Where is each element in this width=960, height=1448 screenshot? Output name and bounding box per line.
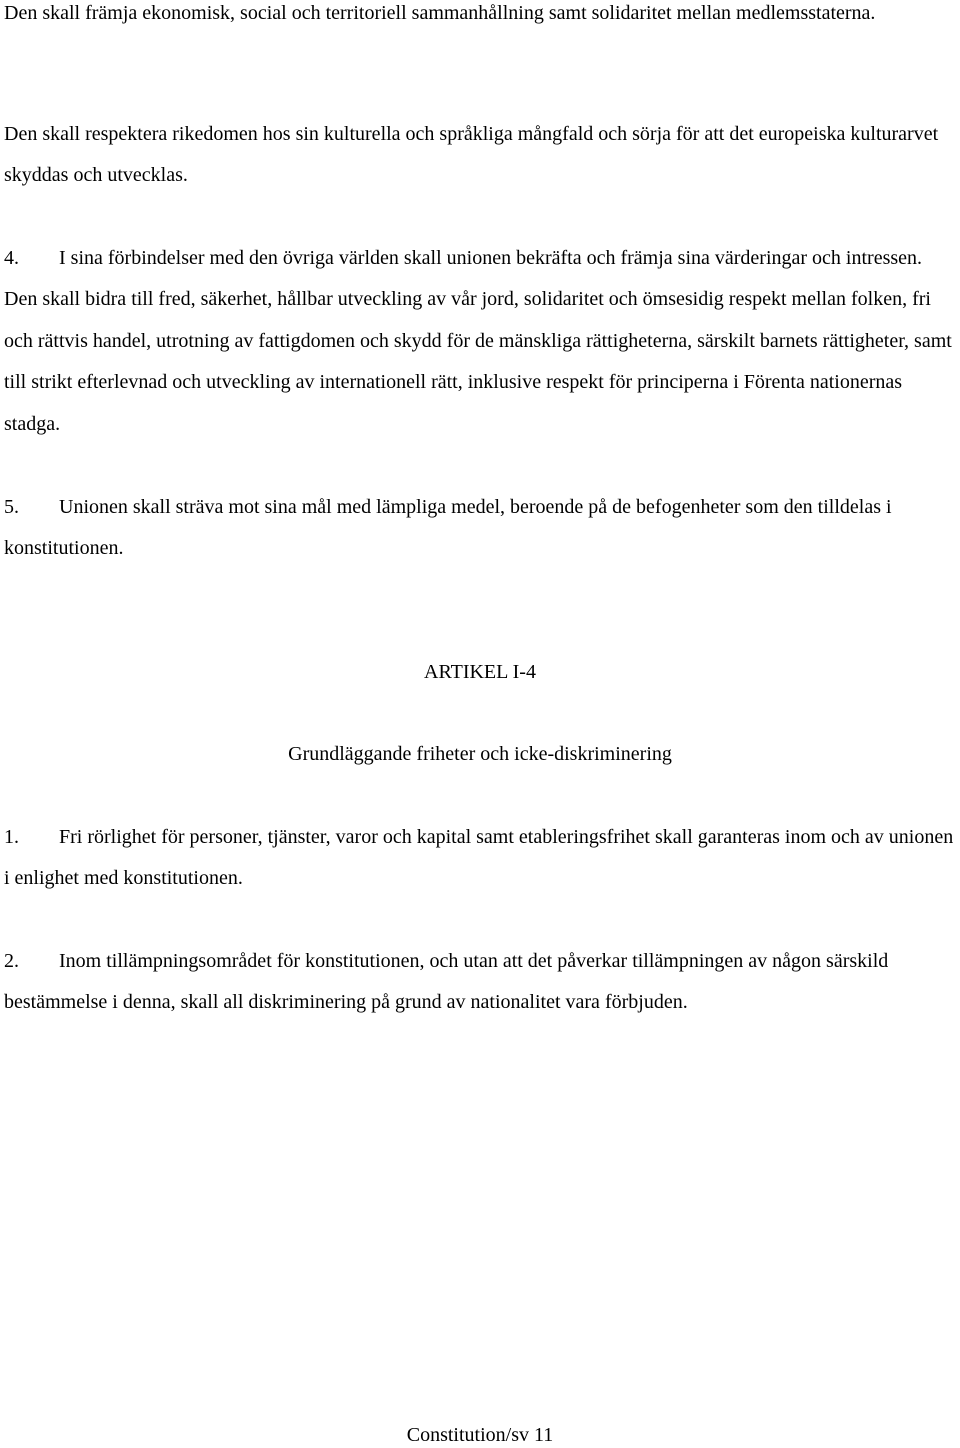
paragraph-text: Unionen skall sträva mot sina mål med lämpliga medel, beroende på de befogenheter som den tilldelas i konstitutionen. <box>4 496 892 560</box>
paragraph-text: Den skall respektera rikedomen hos sin kulturella och språkliga mångfald och sörja för att det europeiska kulturarvet skyddas och utvecklas. <box>4 123 939 187</box>
numbered-paragraph-4 <box>4 238 959 445</box>
paragraph-number: 1. <box>4 826 19 848</box>
paragraph-text: Fri rörlighet för personer, tjänster, varor och kapital samt etableringsfrihet skall garanteras inom och av unionen i enlighet med konstitutionen. <box>4 826 954 890</box>
paragraph-text: Inom tillämpningsområdet för konstitutionen, och utan att det påverkar tillämpningen av någon särskild bestämmelse i denna, skall all diskriminering på grund av nationalitet vara förbjuden. <box>4 950 889 1014</box>
paragraph-cohesion <box>4 0 959 34</box>
paragraph-number: 5. <box>4 496 19 518</box>
paragraph-number: 2. <box>4 950 19 972</box>
article-paragraph-2 <box>4 941 959 1024</box>
page-footer: Constitution/sv 11 <box>406 1424 554 1446</box>
article-heading: ARTIKEL I-4 <box>424 661 536 683</box>
paragraph-text: Den skall främja ekonomisk, social och territoriell sammanhållning samt solidaritet mellan medlemsstaterna. <box>4 2 876 24</box>
paragraph-number: 4. <box>4 247 19 269</box>
article-paragraph-1 <box>4 817 959 900</box>
paragraph-text: I sina förbindelser med den övriga världen skall unionen bekräfta och främja sina värderingar och intressen. Den skall bidra till fred, säkerhet, hållbar utveckling av vår jord, solidaritet och ömsesidig respekt mellan folken, fri och rättvis handel, utrotning av fattigdomen och skydd för de mänskliga rättigheterna, särskilt barnets rättigheter, samt till strikt efterlevnad och utveckling av internationell rätt, inklusive respekt för principerna i Förenta nationernas stadga. <box>4 247 952 435</box>
numbered-paragraph-5 <box>4 487 959 570</box>
paragraph-culture <box>4 114 959 197</box>
article-title: Grundläggande friheter och icke-diskriminering <box>288 743 672 765</box>
